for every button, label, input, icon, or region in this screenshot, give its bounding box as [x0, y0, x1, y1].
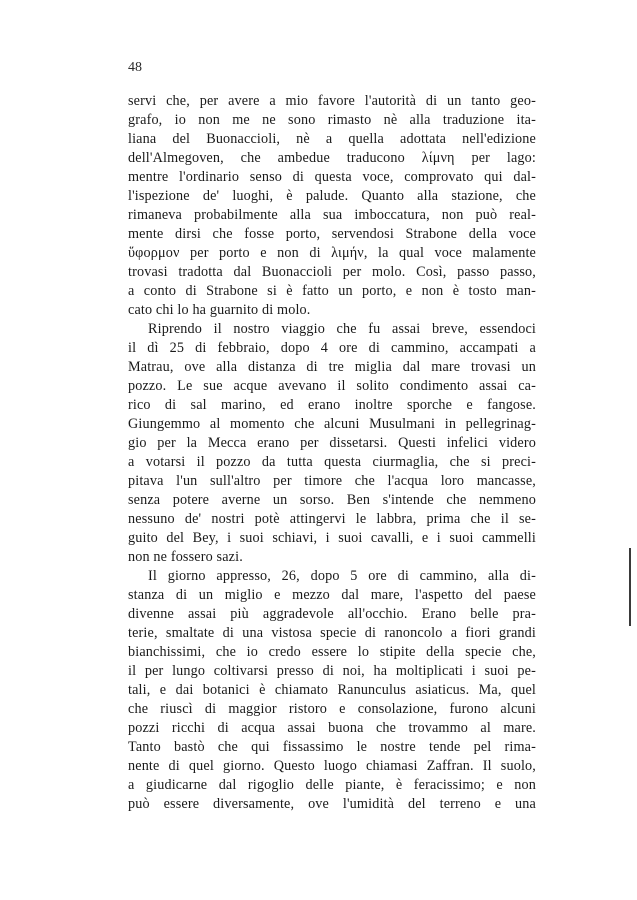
- text-line: a giudicarne dal rigoglio delle piante, è feracissimo; e non: [128, 777, 536, 793]
- text-line: trovasi tradotta dal Buonaccioli per molo. Così, passo passo,: [128, 264, 536, 280]
- text-line: rimaneva probabilmente alla sua imboccatura, non può real-: [128, 207, 536, 223]
- text-line: non ne fossero sazi.: [128, 549, 243, 565]
- text-line: Riprendo il nostro viaggio che fu assai breve, essendoci: [148, 321, 536, 337]
- text-line: che riuscì di maggior ristoro e consolazione, furono alcuni: [128, 701, 536, 717]
- text-line: nessuno de' nostri potè attingervi le labbra, prima che il se-: [128, 511, 536, 527]
- text-line: cato chi lo ha guarnito di molo.: [128, 302, 311, 318]
- text-line: mentre l'ordinario senso di questa voce, comprovato qui dal-: [128, 169, 536, 185]
- text-line: dell'Almegoven, che ambedue traducono λίμνη per lago:: [128, 150, 536, 166]
- text-line: Il giorno appresso, 26, dopo 5 ore di cammino, alla di-: [148, 568, 536, 584]
- text-line: guito del Bey, i suoi schiavi, i suoi cavalli, e i suoi cammelli: [128, 530, 536, 546]
- text-line: ὕφορμον per porto e non di λιμήν, la qual voce malamente: [128, 245, 536, 261]
- text-line: pitava l'un sull'altro per timore che l'acqua loro mancasse,: [128, 473, 536, 489]
- text-line: Tanto bastò che qui fissassimo le nostre tende pel rima-: [128, 739, 536, 755]
- body-text: [128, 92, 536, 814]
- text-line: a conto di Strabone si è fatto un porto, e non è tosto man-: [128, 283, 536, 299]
- text-line: Matrau, ove alla distanza di tre miglia dal mare trovasi un: [128, 359, 536, 375]
- text-line: servi che, per avere a mio favore l'autorità di un tanto geo-: [128, 93, 536, 109]
- text-line: pozzi ricchi di acqua assai buona che trovammo al mare.: [128, 720, 536, 736]
- text-line: l'ispezione de' luoghi, è palude. Quanto alla stazione, che: [128, 188, 536, 204]
- text-line: divenne assai più aggradevole all'occhio. Erano belle pra-: [128, 606, 536, 622]
- text-line: pozzo. Le sue acque avevano il solito condimento assai ca-: [128, 378, 536, 394]
- text-line: bianchissimi, che io credo essere lo stipite della specie che,: [128, 644, 536, 660]
- text-line: grafo, io non me ne sono rimasto nè alla traduzione ita-: [128, 112, 536, 128]
- text-line: mente dirsi che fosse porto, servendosi Strabone della voce: [128, 226, 536, 242]
- text-line: Giungemmo al momento che alcuni Musulmani in pellegrinag-: [128, 416, 536, 432]
- page-number: 48: [128, 60, 142, 75]
- text-line: rico di sal marino, ed erano inoltre sporche e fangose.: [128, 397, 536, 413]
- text-line: terie, smaltate di una vistosa specie di ranoncolo a fiori grandi: [128, 625, 536, 641]
- text-line: può essere diversamente, ove l'umidità del terreno e una: [128, 796, 536, 812]
- text-line: liana del Buonaccioli, nè a quella adottata nell'edizione: [128, 131, 536, 147]
- text-line: stanza di un miglio e mezzo dal mare, l'aspetto del paese: [128, 587, 536, 603]
- text-line: nente di quel giorno. Questo luogo chiamasi Zaffran. Il suolo,: [128, 758, 536, 774]
- text-line: gio per la Mecca erano per dissetarsi. Questi infelici videro: [128, 435, 536, 451]
- text-line: a votarsi il pozzo da tutta questa ciurmaglia, che si preci-: [128, 454, 536, 470]
- page-edge-mark: [629, 548, 631, 626]
- text-line: il dì 25 di febbraio, dopo 4 ore di cammino, accampati a: [128, 340, 536, 356]
- text-line: senza potere averne un sorso. Ben s'intende che nemmeno: [128, 492, 536, 508]
- text-line: tali, e dai botanici è chiamato Ranunculus asiaticus. Ma, quel: [128, 682, 536, 698]
- text-line: il per lungo coltivarsi presso di noi, ha moltiplicati i suoi pe-: [128, 663, 536, 679]
